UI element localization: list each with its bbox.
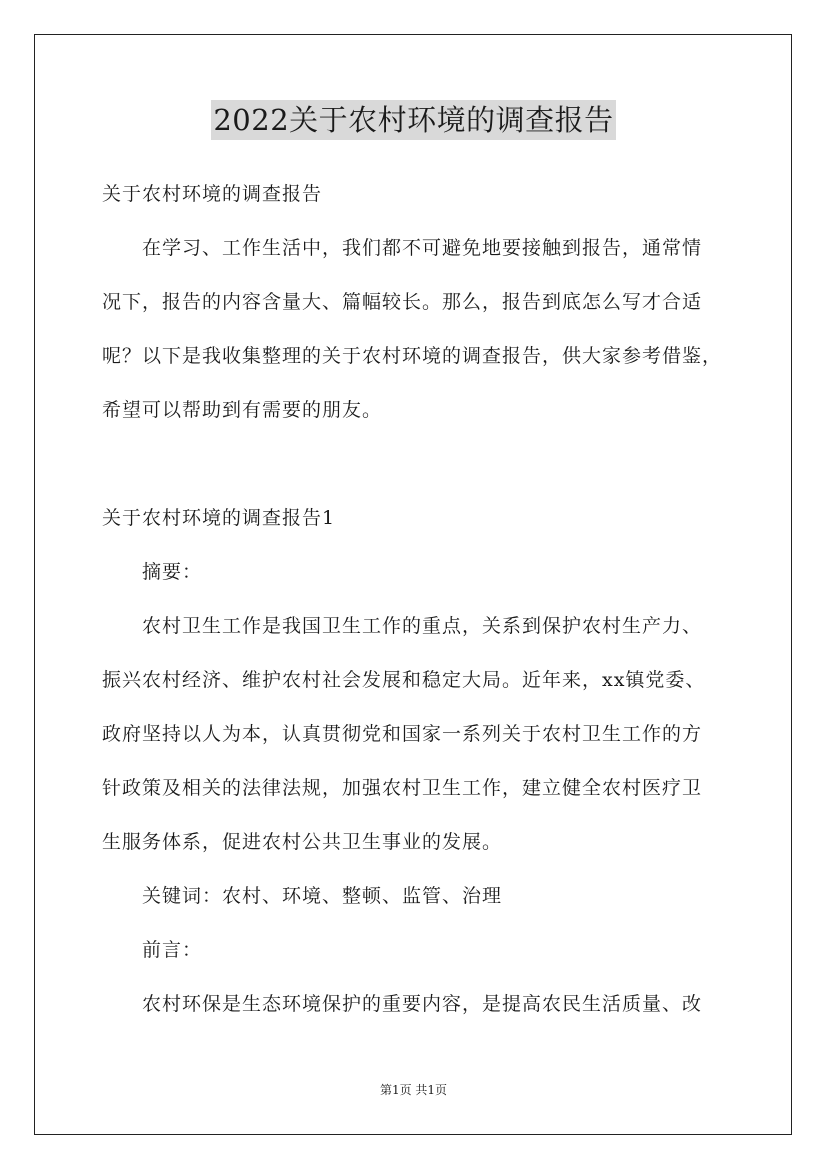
- paragraph-line: 农村环保是生态环境保护的重要内容，是提高农民生活质量、改: [142, 993, 703, 1015]
- paragraph-line: 针政策及相关的法律法规，加强农村卫生工作，建立健全农村医疗卫: [102, 777, 703, 799]
- section-heading: 关于农村环境的调查报告: [102, 183, 323, 205]
- page-number: 第1页 共1页: [379, 1083, 448, 1097]
- keywords-line: 关键词：农村、环境、整顿、监管、治理: [142, 885, 503, 907]
- paragraph-line: 政府坚持以人为本，认真贯彻党和国家一系列关于农村卫生工作的方: [102, 723, 703, 745]
- paragraph-line: 况下，报告的内容含量大、篇幅较长。那么，报告到底怎么写才合适: [102, 291, 703, 313]
- document-title: 2022关于农村环境的调查报告: [211, 100, 615, 140]
- paragraph-line: 希望可以帮助到有需要的朋友。: [102, 399, 383, 421]
- paragraph-line: 生服务体系，促进农村公共卫生事业的发展。: [102, 831, 503, 853]
- preface-label: 前言：: [142, 939, 203, 961]
- paragraph-line: 振兴农村经济、维护农村社会发展和稳定大局。近年来，xx镇党委、: [102, 669, 706, 691]
- paragraph-line: 农村卫生工作是我国卫生工作的重点，关系到保护农村生产力、: [142, 615, 703, 637]
- page-footer: [0, 1082, 827, 1098]
- title-container: [0, 100, 827, 140]
- abstract-label: 摘要：: [142, 561, 203, 583]
- paragraph-line: 在学习、工作生活中，我们都不可避免地要接触到报告，通常情: [142, 237, 703, 259]
- paragraph-line: 呢？以下是我收集整理的关于农村环境的调查报告，供大家参考借鉴，: [102, 345, 723, 367]
- section-heading: 关于农村环境的调查报告1: [102, 507, 336, 529]
